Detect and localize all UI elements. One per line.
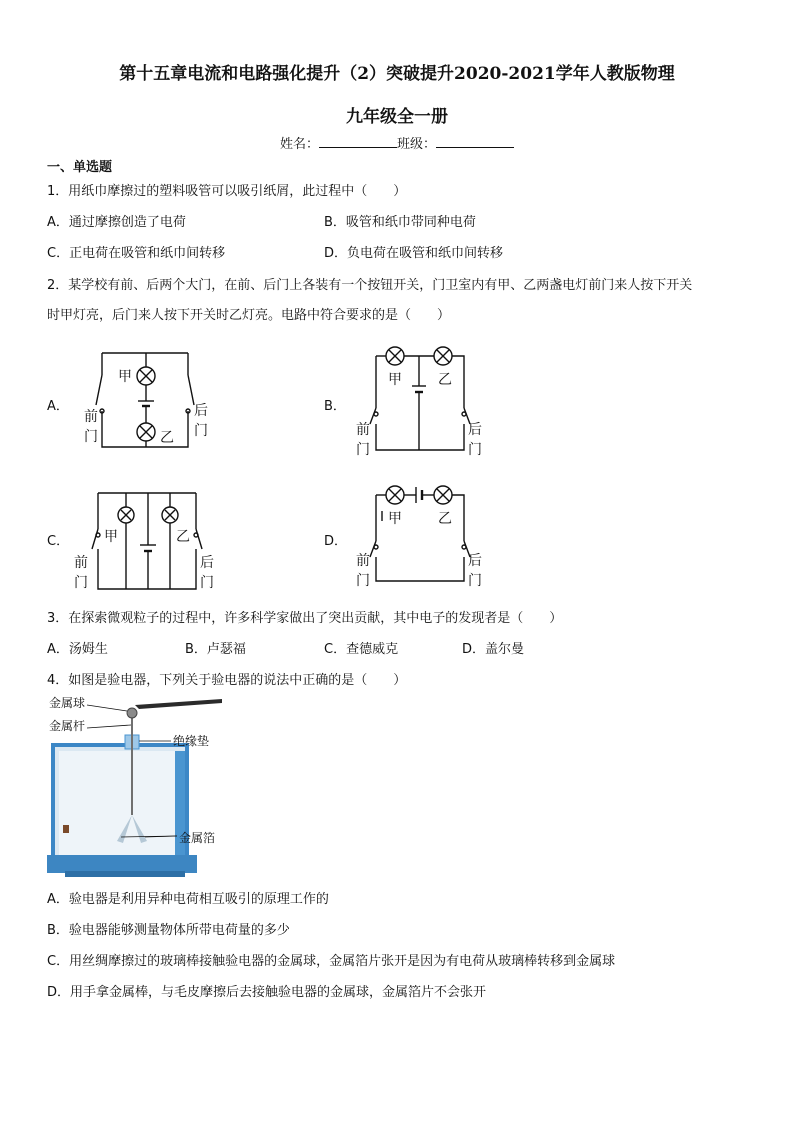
circuit-d-label-yi: 乙 bbox=[438, 511, 452, 527]
title-line-1: 第十五章电流和电路强化提升（2）突破提升2020-2021学年人教版物理 bbox=[119, 64, 675, 84]
circuit-diagram-a bbox=[80, 345, 210, 455]
name-class-line bbox=[0, 133, 794, 152]
circuit-d-label-jia: 甲 bbox=[388, 511, 402, 527]
q2-option-b-label: B． bbox=[324, 399, 346, 414]
q2-stem-line-1: 2．某学校有前、后两个大门，在前、后门上各装有一个按钮开关，门卫室内有甲、乙两盏电灯前门来人按下开关 bbox=[47, 278, 693, 293]
q4-option-a: A．验电器是利用异种电荷相互吸引的原理工作的 bbox=[47, 892, 329, 907]
circuit-b-label-front: 前 bbox=[356, 422, 370, 438]
circuit-a-label-yi: 乙 bbox=[160, 430, 174, 446]
circuit-b-label-jia: 甲 bbox=[388, 372, 402, 388]
circuit-d-label-door-2: 门 bbox=[468, 573, 482, 589]
circuit-c-label-door-1: 门 bbox=[74, 575, 88, 591]
circuit-d-label-back: 后 bbox=[468, 553, 482, 569]
name-label: 姓名： bbox=[279, 137, 319, 152]
q1-option-c: C．正电荷在吸管和纸巾间转移 bbox=[47, 246, 226, 261]
q4-stem: 4．如图是验电器，下列关于验电器的说法中正确的是（ ） bbox=[47, 673, 407, 688]
q4-option-b: B．验电器能够测量物体所带电荷量的多少 bbox=[47, 923, 290, 938]
class-label: 班级： bbox=[397, 137, 437, 152]
label-insulating-pad: 绝缘垫 bbox=[173, 734, 210, 748]
label-metal-ball: 金属球 bbox=[49, 696, 86, 710]
q4-option-c: C．用丝绸摩擦过的玻璃棒接触验电器的金属球，金属箔片张开是因为有电荷从玻璃棒转移到金属球 bbox=[47, 954, 616, 969]
circuit-diagram-b bbox=[352, 342, 492, 460]
circuit-d-label-door-1: 门 bbox=[356, 573, 370, 589]
circuit-c-label-back: 后 bbox=[200, 555, 214, 571]
circuit-b-label-door-1: 门 bbox=[356, 442, 370, 458]
circuit-c-label-front: 前 bbox=[74, 555, 88, 571]
q2-option-a-label: A． bbox=[47, 399, 69, 414]
q2-option-d-label: D． bbox=[324, 534, 348, 549]
q1-option-b: B．吸管和纸巾带同种电荷 bbox=[324, 215, 476, 230]
circuit-b-label-yi: 乙 bbox=[438, 372, 452, 388]
q3-option-a: A．汤姆生 bbox=[47, 642, 108, 657]
label-metal-foil: 金属箔 bbox=[179, 831, 216, 845]
q2-option-c-label: C． bbox=[47, 534, 70, 549]
circuit-c-label-jia: 甲 bbox=[104, 529, 118, 545]
q3-option-d: D．盖尔曼 bbox=[462, 642, 525, 657]
circuit-a-label-back: 后 bbox=[194, 403, 208, 419]
q3-stem: 3．在探索微观粒子的过程中，许多科学家做出了突出贡献，其中电子的发现者是（ ） bbox=[47, 611, 563, 626]
q1-stem: 1．用纸巾摩擦过的塑料吸管可以吸引纸屑，此过程中（ ） bbox=[47, 184, 407, 199]
q3-option-b: B．卢瑟福 bbox=[185, 642, 246, 657]
label-metal-rod: 金属杆 bbox=[49, 719, 86, 733]
q3-option-c: C．查德威克 bbox=[324, 642, 399, 657]
q2-stem-line-2: 时甲灯亮，后门来人按下开关时乙灯亮。电路中符合要求的是（ ） bbox=[47, 308, 451, 323]
circuit-c-label-door-2: 门 bbox=[200, 575, 214, 591]
circuit-c-label-yi: 乙 bbox=[176, 529, 190, 545]
circuit-b-label-back: 后 bbox=[468, 422, 482, 438]
circuit-a-label-jia: 甲 bbox=[118, 369, 132, 385]
circuit-a-label-door-1: 门 bbox=[84, 429, 98, 445]
circuit-b-label-door-2: 门 bbox=[468, 442, 482, 458]
name-blank bbox=[319, 135, 397, 148]
circuit-diagram-d bbox=[352, 483, 492, 593]
circuit-a-label-door-2: 门 bbox=[194, 423, 208, 439]
q1-option-a: A．通过摩擦创造了电荷 bbox=[47, 215, 186, 230]
circuit-diagram-c bbox=[70, 485, 225, 595]
title-line-2: 九年级全一册 bbox=[346, 107, 448, 127]
circuit-d-label-front: 前 bbox=[356, 553, 370, 569]
q4-option-d: D．用手拿金属棒，与毛皮摩擦后去接触验电器的金属球，金属箔片不会张开 bbox=[47, 985, 487, 1000]
electroscope-photo bbox=[47, 695, 225, 878]
section-heading: 一、单选题 bbox=[47, 160, 113, 175]
class-blank bbox=[436, 135, 514, 148]
q1-option-d: D．负电荷在吸管和纸巾间转移 bbox=[324, 246, 504, 261]
circuit-a-label-front: 前 bbox=[84, 409, 98, 425]
